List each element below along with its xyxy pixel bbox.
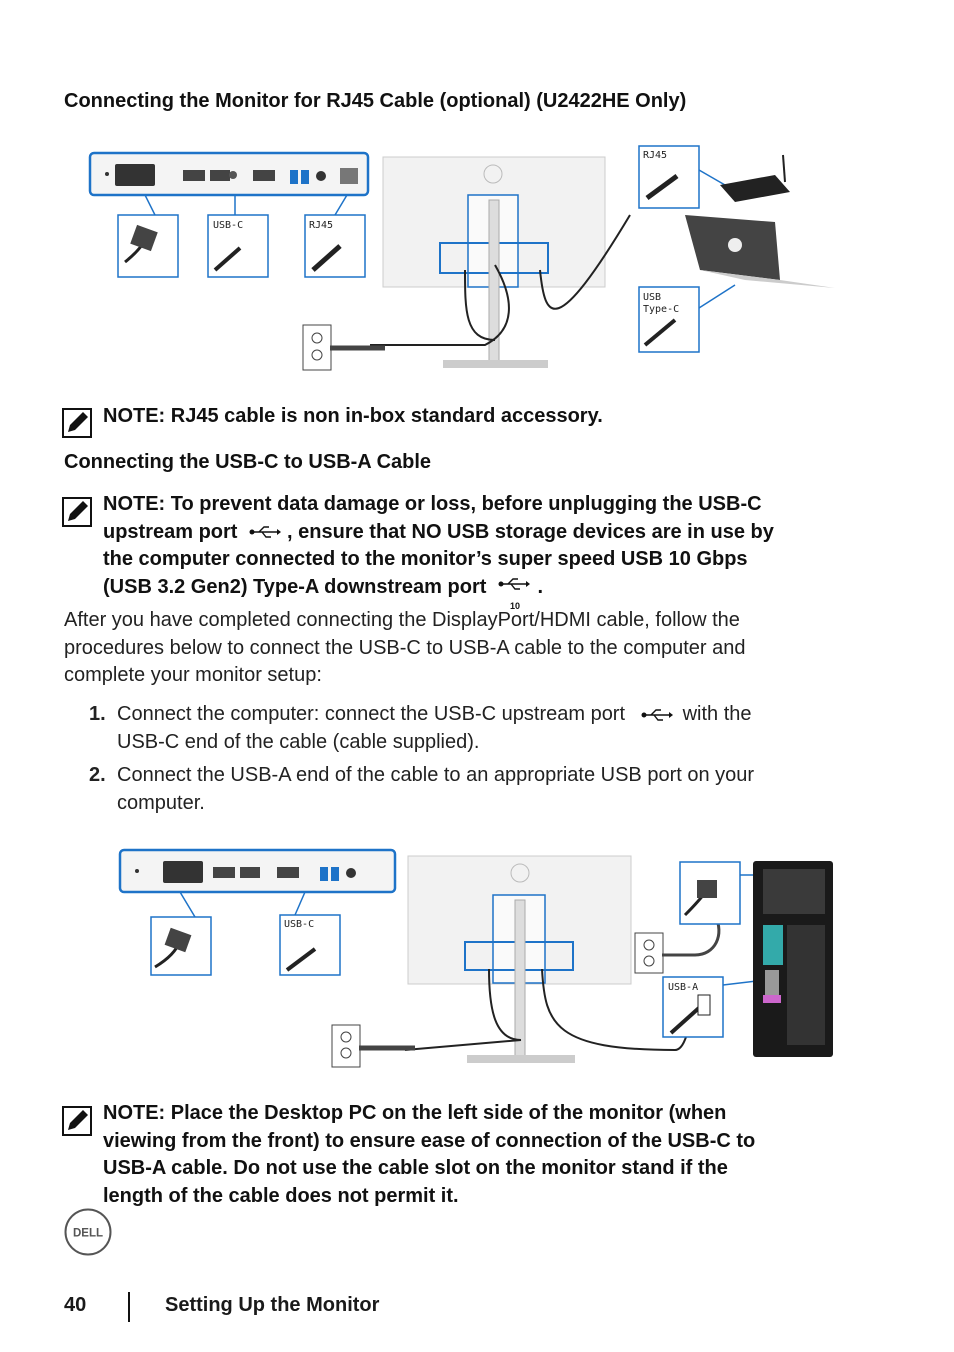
usb-10gbps-icon [498,577,530,591]
callout-usbc [208,195,268,277]
section-heading-rj45: Connecting the Monitor for RJ45 Cable (optional) (U2422HE Only) [64,90,687,112]
usb-typec-callout [639,285,735,352]
note-pencil-icon [62,408,92,438]
monitor-port-panel [120,850,395,892]
label-usbc: USB-C [284,919,315,930]
rj45-connection-diagram [85,140,845,375]
laptop [685,215,835,288]
step-2: 2. Connect the USB-A end of the cable to an appropriate USB port on your computer. [89,764,755,814]
footer-divider [128,1292,130,1322]
callout-power [151,892,211,975]
dell-logo-text: DELL [72,1227,104,1240]
section-heading-usbc: Connecting the USB-C to USB-A Cable [64,451,432,473]
monitor-port-panel [90,153,368,195]
router-callout [639,146,790,208]
monitor-back [370,157,630,368]
desktop-pc [753,861,833,1057]
footer-section-title: Setting Up the Monitor [165,1294,380,1316]
note-desktop-pc: NOTE: Place the Desktop PC on the left side of the monitor (when viewing from the front) to ensure ease of connection of the USB-C to USB-A cable. Do not use the cable slot on the monitor stand if the length of the cable does not permit it. [103,1102,756,1207]
step-1: 1. Connect the computer: connect the USB-C upstream port with the USB-C end of the cable (cable supplied). [89,703,752,753]
label-rj45-router: RJ45 [643,150,668,161]
label-usb: USB [643,292,662,303]
callout-rj45 [305,195,365,277]
wall-outlet-left [332,1025,415,1067]
note-pencil-icon [62,1106,92,1136]
usb-icon [249,525,281,539]
note-rj45: NOTE: RJ45 cable is non in-box standard accessory. [103,405,603,427]
label-usbc: USB-C [213,220,244,231]
usba-callout [663,977,765,1037]
label-usba: USB-A [668,982,699,993]
note-pencil-icon [62,497,92,527]
page-number: 40 [64,1294,87,1316]
wall-outlet [303,325,385,370]
callout-usbc [280,892,340,975]
usb-10-subscript: 10 [509,601,520,612]
callout-power [118,195,178,277]
label-typec: Type-C [643,304,680,315]
usb-icon [641,708,673,722]
dell-logo [63,1207,113,1257]
note-usb-storage: NOTE: To prevent data damage or loss, before unplugging the USB-C upstream port , ensure that NO USB storage devices are in use by the computer connected to the monitor’s super speed USB 10 Gbps (USB 3.2 Gen2) Type-A downstream port 10 . [103,491,863,601]
usbc-usba-connection-diagram [115,845,840,1070]
intro-paragraph: After you have completed connecting the DisplayPort/HDMI cable, follow the procedures below to connect the USB-C to USB-A cable to the computer and complete your monitor setup: [64,609,746,686]
label-rj45-port: RJ45 [309,220,334,231]
